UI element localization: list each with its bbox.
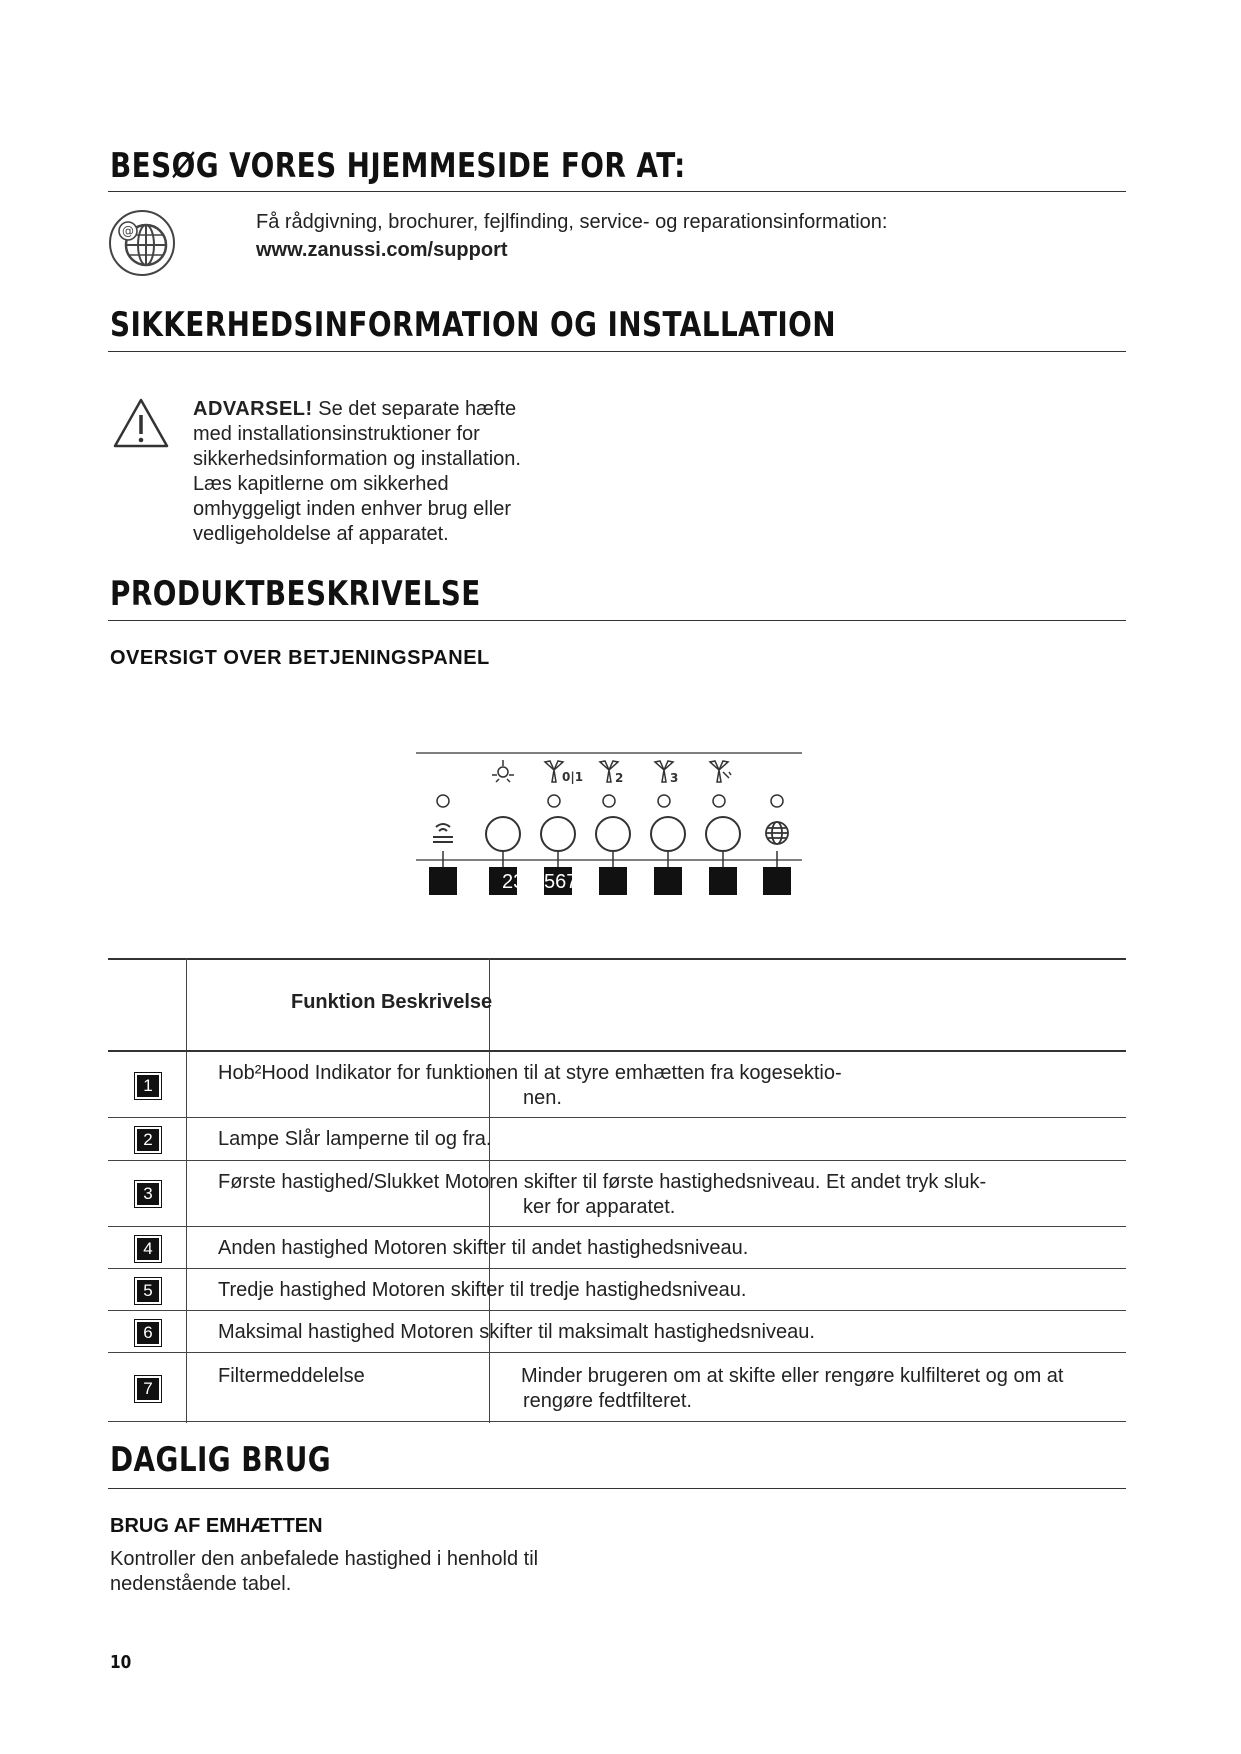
warning-line: med installationsinstruktioner for bbox=[193, 423, 480, 445]
row-text-cont: nen. bbox=[523, 1087, 562, 1109]
fan-speed-3-icon bbox=[655, 761, 678, 785]
callout-7 bbox=[763, 867, 791, 895]
product-heading: PRODUKTBESKRIVELSE bbox=[110, 574, 481, 614]
divider bbox=[108, 1488, 1126, 1489]
hob2hood-icon bbox=[433, 824, 453, 842]
row-number: 5 bbox=[135, 1278, 161, 1304]
callout-1 bbox=[429, 867, 457, 895]
speed-max-button[interactable] bbox=[706, 817, 740, 851]
fan-speed-label: 0|1 bbox=[562, 770, 584, 784]
callout-4 bbox=[599, 867, 627, 895]
daily-line: nedenstående tabel. bbox=[110, 1573, 292, 1595]
fan-speed-label: 2 bbox=[615, 771, 624, 785]
divider bbox=[108, 620, 1126, 621]
daily-heading: DAGLIG BRUG bbox=[110, 1440, 332, 1480]
warning-line: vedligeholdelse af apparatet. bbox=[193, 523, 449, 545]
row-function: Filtermeddelelse bbox=[218, 1365, 365, 1387]
row-rule bbox=[108, 1117, 1126, 1118]
row-text: Lampe Slår lamperne til og fra. bbox=[218, 1128, 492, 1150]
speed-max-led bbox=[713, 795, 725, 807]
website-url[interactable]: www.zanussi.com/support bbox=[256, 239, 508, 261]
row-rule bbox=[108, 1310, 1126, 1311]
speed-3-button[interactable] bbox=[651, 817, 685, 851]
warning-label: ADVARSEL! bbox=[193, 398, 313, 420]
warning-line: sikkerhedsinformation og installation. bbox=[193, 448, 521, 470]
row-text: Minder brugeren om at skifte eller rengøre kulfilteret og om at bbox=[521, 1365, 1064, 1387]
callout-overlay-text: 567 bbox=[544, 871, 578, 893]
speed-2-button[interactable] bbox=[596, 817, 630, 851]
warning-line: Læs kapitlerne om sikkerhed bbox=[193, 473, 449, 495]
row-text: Tredje hastighed Motoren skifter til tredje hastighedsniveau. bbox=[218, 1279, 747, 1301]
callout-overlay-text: 23 bbox=[502, 871, 525, 893]
divider bbox=[108, 191, 1126, 192]
row-text-cont: ker for apparatet. bbox=[523, 1196, 676, 1218]
table-top-rule bbox=[108, 958, 1126, 960]
website-heading: BESØG VORES HJEMMESIDE FOR AT: bbox=[110, 146, 686, 186]
callout-6 bbox=[709, 867, 737, 895]
row-rule bbox=[108, 1268, 1126, 1269]
page-number: 10 bbox=[110, 1652, 132, 1673]
daily-line: Kontroller den anbefalede hastighed i henhold til bbox=[110, 1548, 539, 1570]
warning-line: omhyggeligt inden enhver brug eller bbox=[193, 498, 511, 520]
row-number: 6 bbox=[135, 1320, 161, 1346]
divider bbox=[108, 351, 1126, 352]
fan-max-icon bbox=[710, 761, 731, 782]
website-text: Få rådgivning, brochurer, fejlfinding, service- og reparationsinformation: bbox=[256, 211, 888, 233]
callout-5 bbox=[654, 867, 682, 895]
speed-1-led bbox=[548, 795, 560, 807]
row-text: Hob²Hood Indikator for funktionen til at styre emhætten fra kogesektio- bbox=[218, 1062, 842, 1084]
control-panel-diagram bbox=[414, 745, 814, 905]
fan-speed-2-icon bbox=[600, 761, 623, 785]
table-col-divider bbox=[186, 958, 187, 1423]
row-number: 7 bbox=[135, 1376, 161, 1402]
row-rule bbox=[108, 1352, 1126, 1353]
table-header-rule bbox=[108, 1050, 1126, 1052]
row-number: 3 bbox=[135, 1181, 161, 1207]
hob2hood-led bbox=[437, 795, 449, 807]
fan-speed-label: 3 bbox=[670, 771, 679, 785]
daily-subheading: BRUG AF EMHÆTTEN bbox=[110, 1515, 323, 1537]
row-number: 4 bbox=[135, 1236, 161, 1262]
daily-text bbox=[110, 1547, 538, 1597]
globe-at-icon bbox=[108, 209, 176, 277]
row-number: 1 bbox=[135, 1073, 161, 1099]
lamp-icon bbox=[492, 760, 514, 782]
panel-subheading: OVERSIGT OVER BETJENINGSPANEL bbox=[110, 647, 490, 669]
fan-speed-1-icon bbox=[545, 761, 583, 784]
table-header: Funktion Beskrivelse bbox=[291, 991, 493, 1013]
row-rule bbox=[108, 1160, 1126, 1161]
speed-1-button[interactable] bbox=[541, 817, 575, 851]
warning-line-part: Se det separate hæfte bbox=[312, 398, 517, 420]
lamp-button[interactable] bbox=[486, 817, 520, 851]
speed-3-led bbox=[658, 795, 670, 807]
row-number: 2 bbox=[135, 1127, 161, 1153]
svg-text:@: @ bbox=[122, 224, 134, 238]
row-text: Anden hastighed Motoren skifter til andet hastighedsniveau. bbox=[218, 1237, 749, 1259]
warning-line bbox=[193, 397, 613, 422]
speed-2-led bbox=[603, 795, 615, 807]
table-bottom-rule bbox=[108, 1421, 1126, 1422]
row-text-cont: rengøre fedtfilteret. bbox=[523, 1390, 692, 1412]
row-text: Maksimal hastighed Motoren skifter til maksimalt hastighedsniveau. bbox=[218, 1321, 815, 1343]
warning-text bbox=[193, 397, 613, 547]
filter-globe-icon bbox=[766, 822, 788, 844]
row-rule bbox=[108, 1226, 1126, 1227]
warning-triangle-icon bbox=[112, 397, 170, 449]
safety-heading: SIKKERHEDSINFORMATION OG INSTALLATION bbox=[110, 305, 837, 345]
row-text: Første hastighed/Slukket Motoren skifter til første hastighedsniveau. Et andet tryk sluk- bbox=[218, 1171, 987, 1193]
filter-led bbox=[771, 795, 783, 807]
